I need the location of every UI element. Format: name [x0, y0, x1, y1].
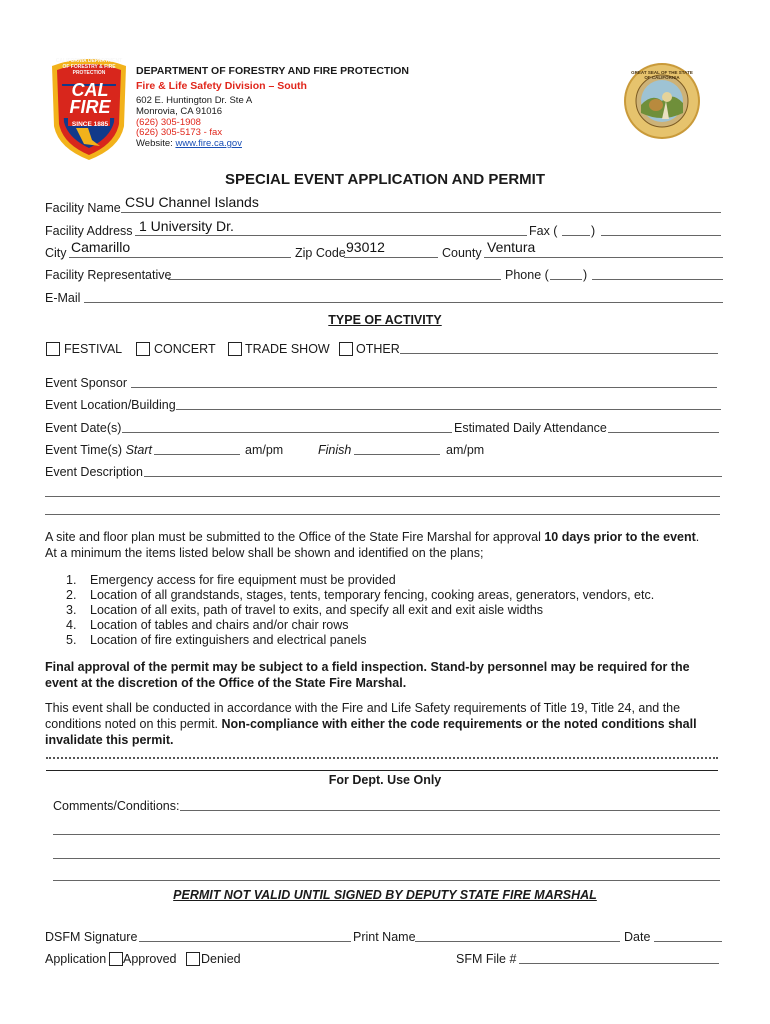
facility-address-label: Facility Address — [45, 224, 133, 238]
application-label: Application — [45, 952, 107, 966]
date-label: Date — [624, 930, 651, 944]
phone-label: Phone ( — [505, 268, 549, 282]
site-plan-instruction — [45, 529, 735, 561]
facility-address-field[interactable] — [135, 235, 527, 236]
phone-number-field[interactable] — [592, 279, 723, 280]
event-description-label: Event Description — [45, 465, 143, 479]
event-times-label — [45, 443, 152, 457]
festival-label: FESTIVAL — [64, 342, 123, 356]
list-item: 2. Location of all grandstands, stages, tents, temporary fencing, cooking areas, generators, vendors, etc. — [66, 588, 655, 602]
facility-name-field[interactable] — [121, 212, 721, 213]
start-ampm: am/pm — [245, 443, 284, 457]
list-item: 5. Location of fire extinguishers and electrical panels — [66, 633, 367, 647]
fax-number-field[interactable] — [601, 235, 721, 236]
website-label: Website: — [136, 138, 176, 149]
city-label: City — [45, 246, 67, 260]
zip-label: Zip Code — [295, 246, 346, 260]
page-title: SPECIAL EVENT APPLICATION AND PERMIT — [224, 171, 546, 188]
other-label: OTHER — [356, 342, 400, 356]
event-description-field-1[interactable] — [144, 476, 722, 477]
dsfm-signature-field[interactable] — [139, 941, 351, 942]
logo-arc-text: CALIFORNIA DEPARTMENT OF FORESTRY & FIRE PROTECTION — [55, 58, 123, 76]
event-dates-label: Event Date(s) — [45, 421, 122, 435]
logo-fire-text: FIRE — [69, 97, 111, 117]
website-link[interactable]: www.fire.ca.gov — [175, 138, 242, 149]
office-fax: (626) 305-5173 - fax — [136, 127, 223, 138]
date-field[interactable] — [654, 941, 722, 942]
asterisk-divider — [46, 757, 718, 765]
county-label: County — [442, 246, 482, 260]
zip-value: 93012 — [346, 239, 385, 255]
comments-field-4[interactable] — [53, 880, 720, 881]
comments-field-3[interactable] — [53, 858, 720, 859]
finish-time-field[interactable] — [354, 454, 440, 455]
sfm-file-label: SFM File # — [456, 952, 517, 966]
start-label: Start — [125, 443, 152, 457]
site-plan-text-b: . — [695, 530, 700, 544]
comments-field-1[interactable] — [180, 810, 720, 811]
print-name-field[interactable] — [415, 941, 620, 942]
permit-not-valid-notice: PERMIT NOT VALID UNTIL SIGNED BY DEPUTY STATE FIRE MARSHAL — [173, 888, 597, 902]
logo-since-text: SINCE 1885 — [71, 121, 109, 128]
approved-label: Approved — [123, 952, 177, 966]
other-field[interactable] — [400, 353, 718, 354]
event-sponsor-label: Event Sponsor — [45, 376, 127, 390]
event-description-field-2[interactable] — [45, 496, 720, 497]
zip-field[interactable] — [344, 257, 438, 258]
trade-show-checkbox[interactable] — [228, 342, 242, 356]
event-location-field[interactable] — [176, 409, 721, 410]
denied-checkbox[interactable] — [186, 952, 200, 966]
representative-field[interactable] — [168, 279, 501, 280]
sfm-file-field[interactable] — [519, 963, 719, 964]
activity-heading: TYPE OF ACTIVITY — [328, 313, 442, 327]
address-line2: Monrovia, CA 91016 — [136, 106, 223, 117]
divider-line — [46, 770, 718, 771]
website-line — [136, 138, 242, 150]
dsfm-signature-label: DSFM Signature — [45, 930, 138, 944]
final-approval-notice: Final approval of the permit may be subject to a field inspection. Stand-by personnel may be required for the event at the discretion of the Office of the State Fire Marshal. — [45, 660, 690, 690]
county-value: Ventura — [487, 239, 536, 255]
event-description-field-3[interactable] — [45, 514, 720, 515]
festival-checkbox[interactable] — [46, 342, 60, 356]
office-phone: (626) 305-1908 — [136, 117, 201, 128]
email-field[interactable] — [84, 302, 723, 303]
phone-area-code-field[interactable] — [550, 279, 582, 280]
print-name-label: Print Name — [353, 930, 416, 944]
requirements-list — [66, 573, 726, 648]
list-item: 1. Emergency access for fire equipment must be provided — [66, 573, 396, 587]
facility-name-label: Facility Name — [45, 201, 121, 215]
dept-name: DEPARTMENT OF FORESTRY AND FIRE PROTECTION — [136, 65, 410, 77]
facility-name-value: CSU Channel Islands — [125, 194, 259, 210]
county-field[interactable] — [484, 257, 723, 258]
city-value: Camarillo — [71, 239, 131, 255]
event-times-text: Event Time(s) — [45, 443, 126, 457]
representative-label: Facility Representative — [45, 268, 172, 282]
site-plan-text-line2: At a minimum the items listed below shall be shown and identified on the plans; — [45, 546, 484, 560]
dept-use-heading: For Dept. Use Only — [328, 773, 442, 787]
city-field[interactable] — [69, 257, 291, 258]
denied-label: Denied — [201, 952, 241, 966]
site-plan-deadline: 10 days prior to the event — [544, 530, 696, 544]
phone-close-paren: ) — [583, 268, 588, 282]
trade-show-label: TRADE SHOW — [245, 342, 330, 356]
concert-label: CONCERT — [154, 342, 216, 356]
event-sponsor-field[interactable] — [131, 387, 717, 388]
other-checkbox[interactable] — [339, 342, 353, 356]
compliance-notice: This event shall be conducted in accordance with the Fire and Life Safety requirements of Title 19, Title 24, and the conditions noted on this permit. Non-compliance with either the code requirements or the noted conditions shall invalidate this permit. — [45, 701, 697, 747]
fax-area-code-field[interactable] — [562, 235, 590, 236]
attendance-label: Estimated Daily Attendance — [454, 421, 607, 435]
address-line1: 602 E. Huntington Dr. Ste A — [136, 95, 253, 106]
event-location-label: Event Location/Building — [45, 398, 176, 412]
comments-label: Comments/Conditions: — [53, 799, 180, 813]
approved-checkbox[interactable] — [109, 952, 123, 966]
finish-ampm: am/pm — [446, 443, 485, 457]
site-plan-text-a: A site and floor plan must be submitted to the Office of the State Fire Marshal for approval — [45, 530, 545, 544]
comments-field-2[interactable] — [53, 834, 720, 835]
finish-label: Finish — [318, 443, 352, 457]
start-time-field[interactable] — [154, 454, 240, 455]
fax-close-paren: ) — [591, 224, 596, 238]
fax-label: Fax ( — [529, 224, 558, 238]
concert-checkbox[interactable] — [136, 342, 150, 356]
facility-address-value: 1 University Dr. — [139, 218, 234, 234]
list-item: 3. Location of all exits, path of travel to exits, and specify all exit and exit aisle widths — [66, 603, 544, 617]
logo-cal-text: CAL — [71, 80, 109, 100]
event-dates-field[interactable] — [122, 432, 452, 433]
email-label: E-Mail — [45, 291, 81, 305]
division-name: Fire & Life Safety Division – South — [136, 80, 307, 92]
seal-text: GREAT SEAL OF THE STATE OF CALIFORNIA — [631, 70, 693, 80]
list-item: 4. Location of tables and chairs and/or chair rows — [66, 618, 349, 632]
attendance-field[interactable] — [608, 432, 719, 433]
